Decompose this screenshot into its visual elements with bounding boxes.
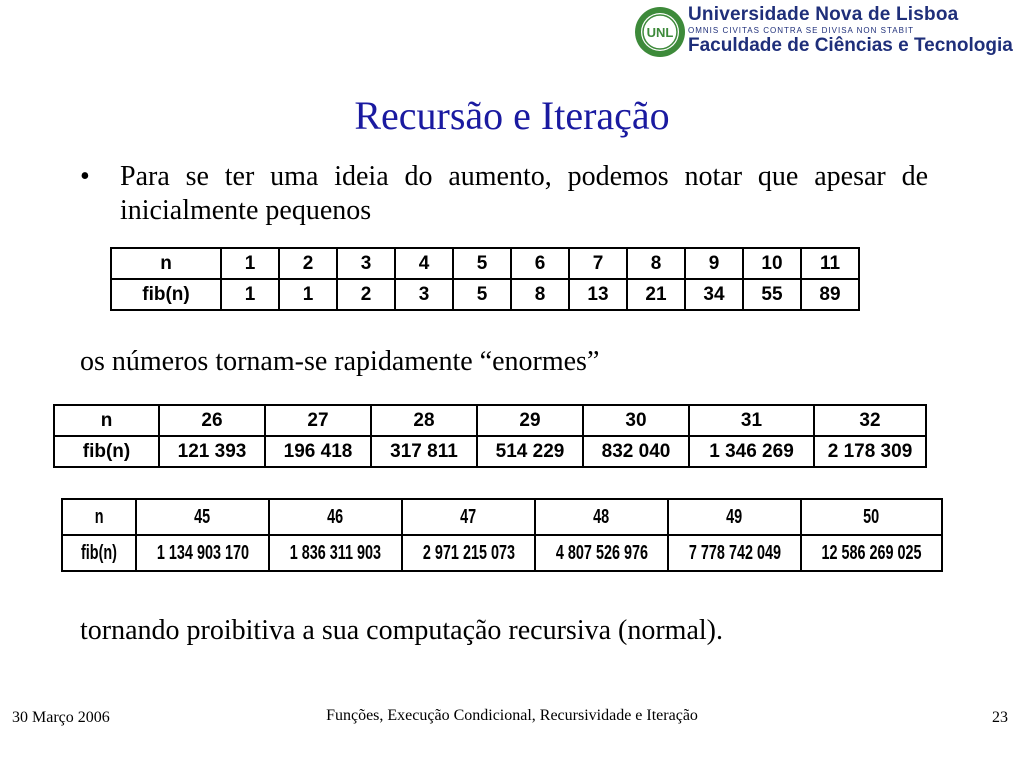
table-cell: 31 [689,405,814,436]
table-cell: 121 393 [159,436,265,467]
table-cell: 5 [453,248,511,279]
cell-text: 1 836 311 903 [289,541,382,564]
cell-text: 48 [593,505,610,528]
table-row-n [111,248,859,279]
cell-text: 49 [726,505,743,528]
table-cell: 317 811 [371,436,477,467]
table-cell: 9 [685,248,743,279]
table-cell: 1 [221,279,279,310]
table-cell: 1 [221,248,279,279]
table-cell: 26 [159,405,265,436]
table-cell [269,535,402,571]
middle-text: os números tornam-se rapidamente “enormes” [80,346,600,377]
table-cell: 832 040 [583,436,689,467]
seal-text: UNL [646,25,674,40]
cell-text: 45 [194,505,211,528]
cell-text: 50 [863,505,880,528]
footer-date: 30 Março 2006 [12,709,110,726]
table-cell: 7 [569,248,627,279]
footer-page-number: 23 [992,709,1008,726]
logo-motto: OMNIS CIVITAS CONTRA SE DIVISA NON STABIT [688,26,915,35]
row-label: fib(n) [111,279,221,310]
table-cell: 10 [743,248,801,279]
table-cell: 196 418 [265,436,371,467]
table-cell: 1 346 269 [689,436,814,467]
university-logo [630,2,1020,64]
row-label-text: n [94,505,104,528]
table-cell: 34 [685,279,743,310]
table-cell [136,535,269,571]
table-cell: 28 [371,405,477,436]
table-cell: 514 229 [477,436,583,467]
row-label: fib(n) [54,436,159,467]
table-cell: 8 [511,279,569,310]
table-cell [535,499,668,535]
table-row-fib [111,279,859,310]
table-cell: 4 [395,248,453,279]
cell-text: 47 [460,505,477,528]
university-seal-icon [634,6,686,58]
row-label: n [54,405,159,436]
table-cell: 8 [627,248,685,279]
row-label: n [111,248,221,279]
fib-table-large [61,498,943,572]
table-cell [801,535,942,571]
table-cell: 6 [511,248,569,279]
row-label [62,535,136,571]
fib-table-medium [53,404,927,468]
table-cell [402,535,535,571]
table-cell: 11 [801,248,859,279]
table-cell [535,535,668,571]
table-cell: 30 [583,405,689,436]
table-cell: 32 [814,405,926,436]
table-cell [668,535,801,571]
logo-university-name: Universidade Nova de Lisboa [688,4,959,25]
table-cell: 2 [337,279,395,310]
table-cell: 2 178 309 [814,436,926,467]
table-row-n [54,405,926,436]
bullet-marker: • [80,161,90,192]
table-cell: 21 [627,279,685,310]
table-row-fib [62,535,942,571]
slide-title: Recursão e Iteração [354,93,670,138]
logo-faculty-name: Faculdade de Ciências e Tecnologia [688,35,1013,56]
cell-text: 1 134 903 170 [156,541,249,564]
table-cell: 13 [569,279,627,310]
cell-text: 4 807 526 976 [555,541,648,564]
table-cell [269,499,402,535]
table-row-fib [54,436,926,467]
cell-text: 12 586 269 025 [821,541,922,564]
table-cell: 3 [395,279,453,310]
cell-text: 7 778 742 049 [688,541,781,564]
table-cell [668,499,801,535]
row-label [62,499,136,535]
table-row-n [62,499,942,535]
footer-subject: Funções, Execução Condicional, Recursividade e Iteração [326,707,698,724]
table-cell: 3 [337,248,395,279]
table-cell: 5 [453,279,511,310]
table-cell: 1 [279,279,337,310]
table-cell: 27 [265,405,371,436]
cell-text: 46 [327,505,344,528]
table-cell [136,499,269,535]
fib-table-small [110,247,860,311]
table-cell: 55 [743,279,801,310]
table-cell: 89 [801,279,859,310]
cell-text: 2 971 215 073 [422,541,515,564]
table-cell: 29 [477,405,583,436]
row-label-text: fib(n) [80,541,117,564]
table-cell: 2 [279,248,337,279]
bullet-text: Para se ter uma ideia do aumento, podemos notar que apesar de inicialmente pequenos [120,161,928,226]
table-cell [801,499,942,535]
bottom-text: tornando proibitiva a sua computação recursiva (normal). [80,615,723,646]
bullet-point [80,160,928,228]
table-cell [402,499,535,535]
